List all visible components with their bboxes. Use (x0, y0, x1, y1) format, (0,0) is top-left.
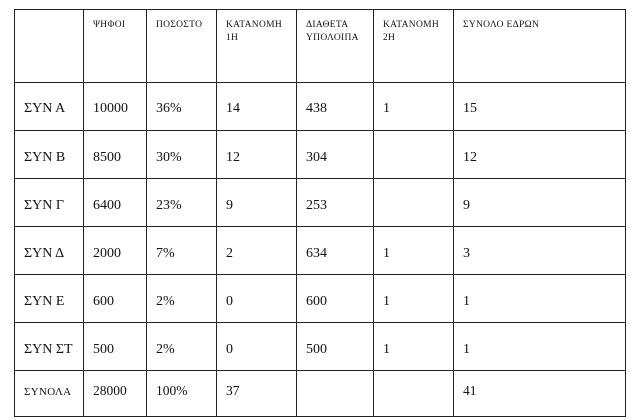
table-row (15, 83, 626, 131)
second-allocation-cell (374, 179, 454, 227)
percentage-cell: 7% (147, 227, 217, 275)
votes-cell: 500 (84, 323, 147, 371)
total-seats-cell: 12 (454, 131, 626, 179)
header-first-allocation: ΚΑΤΑΝΟΜΗ 1Η (217, 10, 297, 83)
remainders-total-cell (297, 371, 374, 417)
votes-cell: 2000 (84, 227, 147, 275)
remainders-cell: 253 (297, 179, 374, 227)
percentage-cell: 2% (147, 275, 217, 323)
first-allocation-cell: 2 (217, 227, 297, 275)
total-seats-cell: 1 (454, 323, 626, 371)
first-allocation-cell: 0 (217, 275, 297, 323)
total-seats-cell: 3 (454, 227, 626, 275)
table-row (15, 131, 626, 179)
header-percentage: ΠΟΣΟΣΤΟ (147, 10, 217, 83)
party-name: ΣΥΝ Ε (15, 275, 84, 323)
second-allocation-cell: 1 (374, 83, 454, 131)
header-total-seats: ΣΥΝΟΛΟ ΕΔΡΩΝ (454, 10, 626, 83)
total-seats-total-cell: 41 (454, 371, 626, 417)
total-seats-cell: 9 (454, 179, 626, 227)
table-row (15, 179, 626, 227)
party-name: ΣΥΝ Α (15, 83, 84, 131)
party-name: ΣΥΝ Β (15, 131, 84, 179)
votes-cell: 600 (84, 275, 147, 323)
remainders-cell: 304 (297, 131, 374, 179)
table-row (15, 227, 626, 275)
totals-label: ΣΥΝΟΛΑ (15, 371, 84, 417)
first-allocation-cell: 9 (217, 179, 297, 227)
second-allocation-cell: 1 (374, 275, 454, 323)
votes-cell: 10000 (84, 83, 147, 131)
header-votes: ΨΗΦΟΙ (84, 10, 147, 83)
header-available-remainders: ΔΙΑΘΕΤΑ ΥΠΟΛΟΙΠΑ (297, 10, 374, 83)
second-allocation-cell: 1 (374, 323, 454, 371)
party-name: ΣΥΝ Δ (15, 227, 84, 275)
totals-row (15, 371, 626, 417)
table-row (15, 275, 626, 323)
percentage-cell: 30% (147, 131, 217, 179)
remainders-cell: 500 (297, 323, 374, 371)
header-row (15, 10, 626, 83)
first-allocation-cell: 0 (217, 323, 297, 371)
party-name: ΣΥΝ ΣΤ (15, 323, 84, 371)
remainders-cell: 438 (297, 83, 374, 131)
table-row (15, 323, 626, 371)
party-name: ΣΥΝ Γ (15, 179, 84, 227)
first-allocation-total-cell: 37 (217, 371, 297, 417)
votes-total-cell: 28000 (84, 371, 147, 417)
second-allocation-cell (374, 131, 454, 179)
header-empty (15, 10, 84, 83)
percentage-total-cell: 100% (147, 371, 217, 417)
seat-allocation-table (14, 9, 626, 417)
second-allocation-cell: 1 (374, 227, 454, 275)
header-second-allocation: ΚΑΤΑΝΟΜΗ 2Η (374, 10, 454, 83)
votes-cell: 8500 (84, 131, 147, 179)
remainders-cell: 634 (297, 227, 374, 275)
remainders-cell: 600 (297, 275, 374, 323)
total-seats-cell: 1 (454, 275, 626, 323)
total-seats-cell: 15 (454, 83, 626, 131)
votes-cell: 6400 (84, 179, 147, 227)
percentage-cell: 36% (147, 83, 217, 131)
first-allocation-cell: 12 (217, 131, 297, 179)
second-allocation-total-cell (374, 371, 454, 417)
percentage-cell: 2% (147, 323, 217, 371)
first-allocation-cell: 14 (217, 83, 297, 131)
percentage-cell: 23% (147, 179, 217, 227)
